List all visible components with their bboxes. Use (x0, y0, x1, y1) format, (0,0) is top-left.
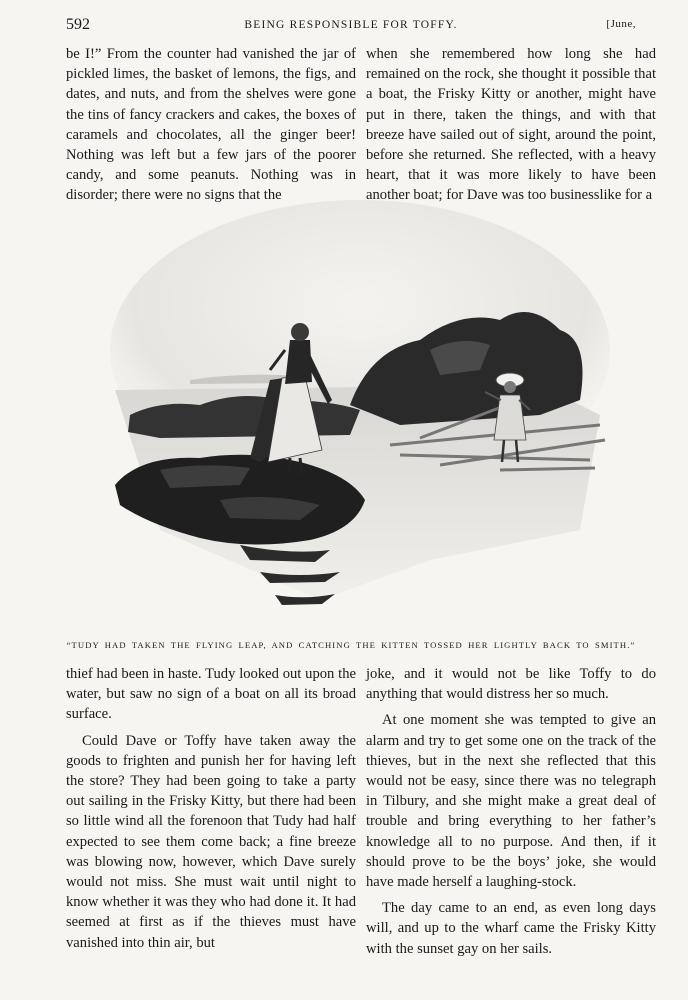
text-column-bottom-left (66, 664, 356, 953)
paragraph: thief had been in haste. Tudy looked out upon the water, but saw no sign of a boat on all its broad surface. (66, 666, 356, 723)
running-head (66, 16, 636, 36)
paragraph: be I!” From the counter had vanished the jar of pickled limes, the basket of lemons, the figs, and dates, and nuts, and from the shelves were gone the tins of fancy crackers and cakes, the boxes of caramels and chocolates, all the ginger beer! Nothing was left but a few jars of the poorer candy, and some peanuts. Nothing was in disorder; there were no signs that the (66, 46, 356, 204)
running-title: BEING RESPONSIBLE FOR TOFFY. (244, 19, 458, 31)
paragraph: when she remembered how long she had remained on the rock, she thought it possible that a boat, the Frisky Kitty or another, might have put in there, taken the things, and with that breeze have sailed out of sight, around the point, before she returned. She reflected, with a heavy heart, that it was more likely to have been another boat; for Dave was too businesslike for a (366, 46, 656, 204)
text-column-bottom-right (366, 664, 656, 959)
page-number: 592 (66, 16, 90, 33)
illustration-engraving (100, 200, 620, 630)
issue-month: [June, (606, 18, 636, 30)
illustration-caption: “TUDY HAD TAKEN THE FLYING LEAP, AND CATCHING THE KITTEN TOSSED HER LIGHTLY BACK TO SMITH.” (66, 640, 636, 650)
text-column-top-left (66, 44, 356, 206)
paragraph: joke, and it would not be like Toffy to do anything that would distress her so much. (366, 666, 656, 703)
paragraph: The day came to an end, as even long days will, and up to the wharf came the Frisky Kitty with the sunset gay on her sails. (366, 900, 656, 957)
rock-reflections (240, 545, 340, 605)
paragraph: Could Dave or Toffy have taken away the goods to frighten and punish her for having left the store? They had been going to take a party out sailing in the Frisky Kitty, but there had been so little wind all the forenoon that Tudy had half expected to see them come back; a fine breeze was blowing now, however, which Dave surely would not miss. She must wait until night to know whether it was they who had done it. It had seemed at first as if the thieves must have vanished into thin air, but (66, 732, 356, 951)
text-column-top-right (366, 44, 656, 206)
paragraph: At one moment she was tempted to give an alarm and try to get some one on the track of the thieves, but in the next she reflected that this would not be easy, since there was no telegraph in Tilbury, and she might make a great deal of trouble and bring everything to her father’s knowledge all to no purpose. And then, if it should prove to be the boys’ joke, she would have made herself a laughing-stock. (366, 712, 656, 891)
